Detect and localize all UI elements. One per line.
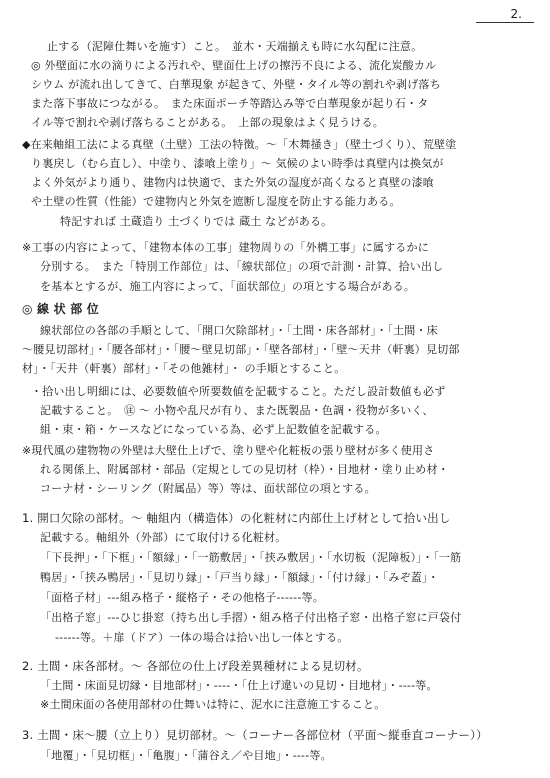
- text-line: や土壁の性質（性能）で建物内と外気を遮断し湿度を防止する能力ある。: [31, 195, 401, 208]
- text-line: シウム が流れ出してきて、白華現象 が起きて、外壁・タイル等の割れや剥げ落ち: [31, 78, 441, 91]
- text-line: 記載すること。 ㊟ 〜 小物や乱尺が有り、また既製品・色調・役物が多いく、: [40, 404, 434, 417]
- text-line: 「下長押」・「下框」・「額縁」・「一筋敷居」・「挟み敷居」・「水切板（泥障板）」・「一筋: [40, 551, 462, 564]
- text-line: また落下事故につながる。 また床面ポーチ等踏込み等で白華現象が起り石・タ: [31, 97, 429, 110]
- text-line: 特記すれば 土蔵造り 土づくりでは 蔵土 などがある。: [60, 215, 333, 228]
- text-line: ※工事の内容によって、「建物本体の工事」建物周りの「外構工事」に属するかに: [22, 241, 429, 254]
- text-line: 鴨居」・「挟み鴨居」・「見切り縁」・「戸当り縁」・「額縁」・「付け縁」・「みぞ蓋」・: [40, 571, 439, 584]
- text-line: よく外気がより通り、建物内は快適で、また外気の湿度が高くなると真壁の漆喰: [31, 176, 434, 189]
- text-line: 材」・「天井（軒裏）部材」・「その他雑材」・ の手順とすること。: [22, 362, 346, 375]
- text-line: イル等で割れや剥げ落ちることがある。 上部の現象はよく見うける。: [31, 116, 384, 129]
- text-line: 〜腰見切部材」・「腰各部材」・「腰〜壁見切部」・「壁各部材」・「壁〜天井（軒裏）見切部: [22, 343, 460, 356]
- text-line: 止する（泥障仕舞いを施す）こと。 並木・天端揃えも時に水勾配に注意。: [47, 40, 423, 53]
- text-line: コーナ材・シーリング（附属品）等）等は、面状部位の項とする。: [40, 482, 376, 495]
- text-line: ※現代風の建物物の外壁は大壁仕上げで、塗り壁や化粧板の張り壁材が多く使用さ: [22, 444, 435, 457]
- text-line: ------等。＋扉（ドア）一体の場合は拾い出し一体とする。: [55, 631, 349, 644]
- text-line: ◆在来軸組工法による真壁（土壁）工法の特徴。〜「木舞掻き」（壁土づくり）、荒壁塗: [22, 138, 457, 151]
- text-line: を基本とするが、施工内容によって、「面状部位」の項とする場合がある。: [40, 280, 416, 293]
- text-line: り裏戻し（むら直し）、中塗り、漆喰上塗り」〜 気候のよい時季は真壁内は換気が: [31, 157, 444, 170]
- text-line: ※土間床面の各使用部材の仕舞いは特に、泥水に注意施工すること。: [40, 698, 386, 711]
- text-line: 組・束・箱・ケースなどになっている為、必ず上記数値を記載する。: [40, 423, 387, 436]
- text-line: 「面格子材」---組み格子・縦格子・その他格子------等。: [40, 591, 324, 604]
- page-number-underline: [476, 22, 534, 23]
- item-heading: 1. 開口欠除の部材。〜 軸組内（構造体）の化粧材に内部仕上げ材として拾い出し: [22, 511, 451, 525]
- page-number: 2.: [510, 7, 522, 21]
- text-line: 「出格子窓」---ひじ掛窓（持ち出し手摺）・組み格子付出格子窓・出格子窓に戸袋付: [40, 611, 462, 624]
- text-line: 線状部位の各部の手順として、「開口欠除部材」・「土間・床各部材」・「土間・床: [40, 324, 438, 337]
- text-line: 「地覆」・「見切框」・「亀腹」・「蒲谷え／や目地」・----等。: [40, 749, 332, 762]
- text-line: ◎ 外壁面に水の滴りによる汚れや、壁面仕上げの擦汚不良による、流化炭酸カル: [31, 59, 437, 72]
- text-line: ・拾い出し明細には、必要数値や所要数値を記載すること。ただし設計数値も必ず: [31, 385, 446, 398]
- text-line: 「土間・床面見切縁・目地部材」・----・「仕上げ違いの見切・目地材」・----等。: [40, 679, 438, 692]
- section-heading: ◎ 線 状 部 位: [22, 302, 99, 316]
- text-line: れる関係上、附属部材・部品（定規としての見切材（枠）・目地材・塗り止め材・: [40, 463, 449, 476]
- item-heading: 2. 土間・床各部材。〜 各部位の仕上げ段差異種材による見切材。: [22, 659, 369, 673]
- text-line: 分別する。 また「特別工作部位」は、「線状部位」の項で計測・計算、拾い出し: [40, 260, 444, 273]
- item-heading: 3. 土間・床〜腰（立上り）見切部材。〜（コーナー各部位材（平面〜縦垂直コーナー））: [22, 728, 488, 742]
- text-line: 記載する。軸組外（外部）にて取付ける化粧材。: [40, 531, 287, 544]
